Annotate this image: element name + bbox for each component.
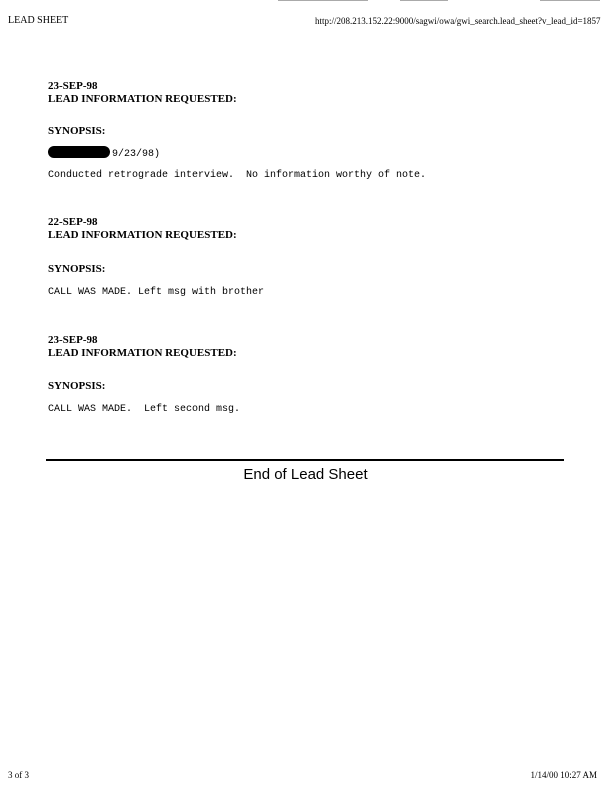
header-url: http://208.213.152.22:9000/sagwi/owa/gwi_search.lead_sheet?v_lead_id=1857 [315,16,601,26]
synopsis-label: SYNOPSIS: [48,125,106,137]
synopsis-line: CALL WAS MADE. Left second msg. [48,404,241,415]
print-timestamp: 1/14/00 10:27 AM [530,770,597,780]
scan-artifact-line [400,0,448,1]
synopsis-label: SYNOPSIS: [48,263,106,275]
synopsis-line: CALL WAS MADE. Left msg with brother [48,287,265,298]
end-divider [46,459,564,461]
entry-date: 23-SEP-98 [48,334,98,346]
lead-entry [48,216,568,298]
synopsis-line: Conducted retrograde interview. No information worthy of note. [48,170,427,181]
entry-date: 22-SEP-98 [48,216,98,228]
header-title: LEAD SHEET [8,15,69,26]
scan-artifact-line [540,0,600,1]
lead-info-label: LEAD INFORMATION REQUESTED: [48,229,237,241]
synopsis-line [48,146,160,160]
page-number: 3 of 3 [8,770,29,780]
lead-info-label: LEAD INFORMATION REQUESTED: [48,347,237,359]
lead-entry [48,334,568,415]
entry-date: 23-SEP-98 [48,80,98,92]
lead-entry [48,80,568,181]
scan-artifact-line [278,0,368,1]
synopsis-label: SYNOPSIS: [48,380,106,392]
lead-info-label: LEAD INFORMATION REQUESTED: [48,93,237,105]
end-title: End of Lead Sheet [243,466,368,483]
synopsis-date: 9/23/98) [112,149,161,160]
redaction-mark [48,146,110,158]
